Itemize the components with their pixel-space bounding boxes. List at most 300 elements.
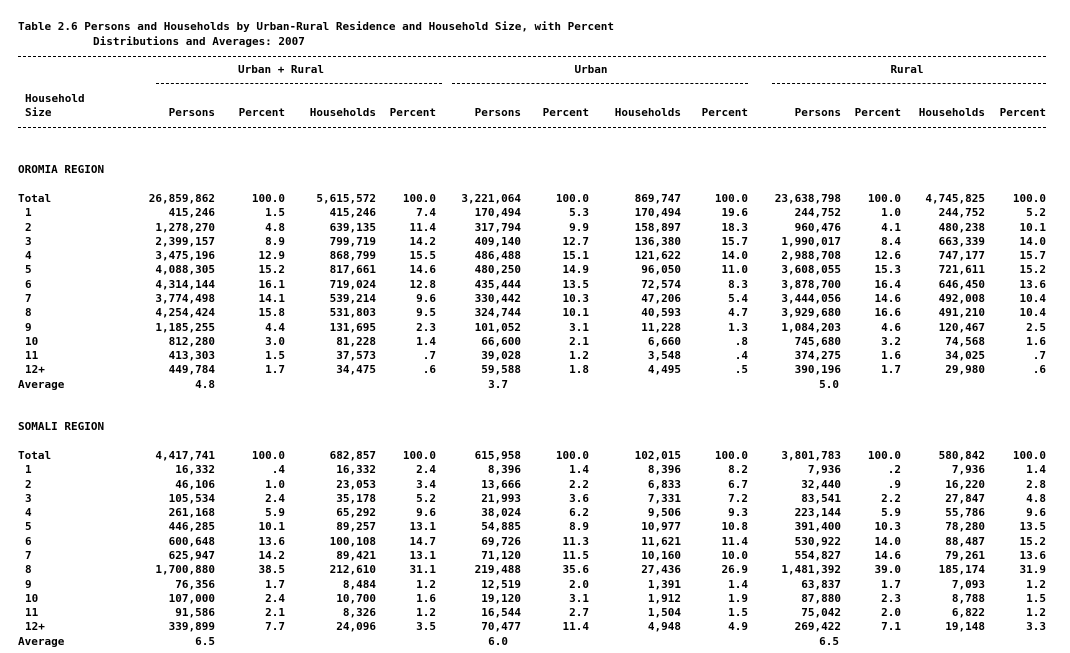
cell-u-persons: 219,488 [474,563,521,577]
cell-r-persons: 390,196 [794,363,841,377]
cell-r-persons: 530,922 [794,534,841,548]
cell-u-hh-percent: 8.3 [728,277,748,291]
cell-ur-households: 799,719 [329,234,376,248]
cell-ur-hh-percent: .6 [422,363,436,377]
cell-ur-hh-percent: 31.1 [409,563,436,577]
cell-r-percent: 1.7 [881,577,901,591]
cell-u-hh-percent: 1.5 [728,606,748,620]
cell-u-percent: 3.6 [569,491,589,505]
cell-r-percent: 14.6 [874,291,901,305]
row-label: 6 [25,534,32,548]
cell-r-hh-percent: 4.8 [1026,491,1046,505]
cell-u-percent: 3.1 [569,320,589,334]
cell-r-persons: 391,400 [794,520,841,534]
cell-u-percent: 1.4 [569,463,589,477]
cell-ur-persons: 76,356 [175,577,215,591]
cell-r-households: 747,177 [938,249,985,263]
cell-ur-households: 16,332 [336,463,376,477]
cell-r-persons: 2,988,708 [781,249,841,263]
cell-ur-hh-percent: 11.4 [409,220,436,234]
cell-u-persons: 409,140 [474,234,521,248]
group-rule-urban [452,83,748,84]
cell-r-hh-percent: .7 [1032,349,1046,363]
cell-ur-persons: 1,185,255 [155,320,215,334]
group-header-urban-rural: Urban + Rural [237,63,325,76]
row-label: 3 [25,491,32,505]
cell-r-hh-percent: 3.3 [1026,620,1046,634]
row-label: Total [18,449,52,462]
row-label: 2 [25,477,32,491]
cell-r-percent: 16.6 [874,306,901,320]
cell-ur-percent: 2.1 [265,606,285,620]
column-header-r-households: Households [918,106,985,119]
cell-r-persons: 87,880 [801,591,841,605]
cell-r-hh-percent: 5.2 [1026,206,1046,220]
cell-ur-percent: 1.5 [265,349,285,363]
row-label: 12+ [25,620,45,634]
row-label: 5 [25,263,32,277]
cell-ur-households: 10,700 [336,591,376,605]
cell-ur-hh-percent: 1.2 [416,606,436,620]
cell-u-persons: 21,993 [481,491,521,505]
header-rule [18,127,1046,128]
cell-r-households: 4,745,825 [925,192,985,205]
cell-r-households: 79,261 [945,548,985,562]
cell-ur-hh-percent: 5.2 [416,491,436,505]
column-header-ur-households: Households [309,106,376,119]
cell-r-persons: 244,752 [794,206,841,220]
row-header-line2: Size [25,106,52,119]
cell-u-hh-percent: .8 [734,334,748,348]
cell-u-persons: 615,958 [474,449,521,462]
cell-r-percent: 2.0 [881,606,901,620]
cell-r-hh-percent: 2.5 [1026,320,1046,334]
cell-u-percent: 2.2 [569,477,589,491]
cell-r-percent: 5.9 [881,506,901,520]
cell-r-percent: 14.6 [874,548,901,562]
cell-r-persons: 554,827 [794,548,841,562]
cell-ur-percent: 5.9 [265,506,285,520]
cell-u-households: 121,622 [634,249,681,263]
top-rule [18,56,1046,57]
cell-u-households: 170,494 [634,206,681,220]
cell-r-households: 646,450 [938,277,985,291]
column-header-u-persons: Persons [474,106,521,119]
cell-ur-persons: 413,303 [168,349,215,363]
cell-r-persons: 1,481,392 [781,563,841,577]
cell-r-households: 7,936 [951,463,985,477]
cell-r-households: 74,568 [945,334,985,348]
row-label: 9 [25,320,32,334]
cell-r-percent: 1.6 [881,349,901,363]
cell-u-percent: 12.7 [562,234,589,248]
cell-r-persons: 269,422 [794,620,841,634]
cell-u-hh-percent: 4.7 [728,306,748,320]
cell-r-persons: 23,638,798 [774,192,841,205]
row-label: 2 [25,220,32,234]
cell-ur-households: 817,661 [329,263,376,277]
column-header-r-hh-percent: Percent [999,106,1046,119]
cell-r-percent: 39.0 [874,563,901,577]
cell-u-persons: 54,885 [481,520,521,534]
cell-r-persons: 1,084,203 [781,320,841,334]
cell-r-households: 244,752 [938,206,985,220]
cell-ur-households: 37,573 [336,349,376,363]
cell-ur-persons: 261,168 [168,506,215,520]
row-label: 4 [25,506,32,520]
cell-ur-percent: 12.9 [258,249,285,263]
cell-u-persons: 324,744 [474,306,521,320]
cell-r-percent: 1.7 [881,363,901,377]
cell-ur-hh-percent: 100.0 [402,449,436,462]
cell-u-persons: 3,221,064 [461,192,521,205]
cell-u-hh-percent: 5.4 [728,291,748,305]
cell-u-households: 10,977 [641,520,681,534]
region-heading: OROMIA REGION [18,163,105,176]
cell-ur-persons: 107,000 [168,591,215,605]
cell-r-percent: 16.4 [874,277,901,291]
cell-ur-hh-percent: 100.0 [402,192,436,205]
column-header-ur-persons: Persons [168,106,215,119]
group-header-urban: Urban [574,63,608,76]
cell-u-percent: 11.5 [562,548,589,562]
cell-u-percent: 15.1 [562,249,589,263]
cell-u-persons: 38,024 [481,506,521,520]
cell-ur-hh-percent: 1.6 [416,591,436,605]
cell-ur-percent: 16.1 [258,277,285,291]
cell-u-persons: 69,726 [481,534,521,548]
cell-ur-households: 539,214 [329,291,376,305]
cell-ur-persons: 46,106 [175,477,215,491]
cell-r-hh-percent: 1.2 [1026,577,1046,591]
cell-u-persons: 330,442 [474,291,521,305]
cell-u-hh-percent: 100.0 [714,449,748,462]
cell-ur-percent: 1.7 [265,363,285,377]
table-title-line1: Table 2.6 Persons and Households by Urban-Rural Residence and Household Size, with Percent [18,20,615,33]
cell-ur-percent: 8.9 [265,234,285,248]
group-rule-rural [772,83,1046,84]
cell-ur-hh-percent: 1.4 [416,334,436,348]
cell-ur-persons: 4,088,305 [155,263,215,277]
cell-r-hh-percent: 1.2 [1026,606,1046,620]
cell-ur-percent: 1.5 [265,206,285,220]
cell-ur-households: 89,257 [336,520,376,534]
column-header-u-hh-percent: Percent [701,106,748,119]
cell-u-households: 1,391 [647,577,681,591]
cell-u-persons: 480,250 [474,263,521,277]
cell-ur-persons: 4,314,144 [155,277,215,291]
cell-ur-percent: 2.4 [265,591,285,605]
cell-r-percent: 12.6 [874,249,901,263]
cell-r-hh-percent: 13.6 [1019,548,1046,562]
cell-ur-percent: 14.1 [258,291,285,305]
cell-ur-hh-percent: 2.4 [416,463,436,477]
cell-u-households: 7,331 [647,491,681,505]
cell-ur-persons: 600,648 [168,534,215,548]
average-urban-rural: 4.8 [195,377,215,391]
cell-r-persons: 75,042 [801,606,841,620]
cell-r-percent: 2.3 [881,591,901,605]
cell-r-percent: 15.3 [874,263,901,277]
cell-u-hh-percent: .5 [734,363,748,377]
cell-r-hh-percent: 13.5 [1019,520,1046,534]
cell-ur-households: 131,695 [329,320,376,334]
cell-r-hh-percent: 31.9 [1019,563,1046,577]
cell-u-households: 11,228 [641,320,681,334]
region-heading: SOMALI REGION [18,420,105,433]
cell-ur-percent: 38.5 [258,563,285,577]
cell-u-households: 3,548 [647,349,681,363]
cell-r-hh-percent: 1.6 [1026,334,1046,348]
cell-r-percent: 3.2 [881,334,901,348]
average-rural: 6.5 [819,634,839,648]
cell-r-persons: 374,275 [794,349,841,363]
cell-u-persons: 101,052 [474,320,521,334]
cell-u-percent: 100.0 [555,449,589,462]
cell-u-households: 40,593 [641,306,681,320]
row-label: 7 [25,548,32,562]
cell-u-percent: 10.1 [562,306,589,320]
cell-u-hh-percent: 10.0 [721,548,748,562]
average-label: Average [18,377,65,391]
cell-ur-persons: 105,534 [168,491,215,505]
cell-ur-households: 212,610 [329,563,376,577]
cell-ur-persons: 446,285 [168,520,215,534]
cell-r-households: 580,842 [938,449,985,462]
row-label: 8 [25,306,32,320]
cell-u-persons: 19,120 [481,591,521,605]
cell-r-households: 16,220 [945,477,985,491]
cell-ur-persons: 3,774,498 [155,291,215,305]
cell-r-percent: 100.0 [867,449,901,462]
cell-ur-hh-percent: 13.1 [409,520,436,534]
cell-ur-percent: 15.8 [258,306,285,320]
cell-ur-hh-percent: 9.6 [416,506,436,520]
average-rural: 5.0 [819,377,839,391]
cell-r-persons: 745,680 [794,334,841,348]
cell-ur-households: 24,096 [336,620,376,634]
cell-ur-hh-percent: 9.5 [416,306,436,320]
cell-r-households: 55,786 [945,506,985,520]
cell-r-persons: 3,608,055 [781,263,841,277]
cell-u-households: 6,660 [647,334,681,348]
cell-u-households: 6,833 [647,477,681,491]
cell-ur-households: 89,421 [336,548,376,562]
cell-r-hh-percent: 15.2 [1019,263,1046,277]
cell-ur-hh-percent: 14.6 [409,263,436,277]
cell-r-households: 663,339 [938,234,985,248]
cell-u-households: 11,621 [641,534,681,548]
cell-r-households: 492,008 [938,291,985,305]
cell-ur-households: 639,135 [329,220,376,234]
cell-r-persons: 83,541 [801,491,841,505]
column-header-u-households: Households [614,106,681,119]
cell-ur-percent: 1.7 [265,577,285,591]
cell-u-hh-percent: 15.7 [721,234,748,248]
average-urban-rural: 6.5 [195,634,215,648]
cell-r-households: 7,093 [951,577,985,591]
row-label: 11 [25,606,39,620]
cell-u-hh-percent: .4 [734,349,748,363]
cell-u-hh-percent: 14.0 [721,249,748,263]
cell-u-hh-percent: 26.9 [721,563,748,577]
column-header-r-persons: Persons [794,106,841,119]
row-label: 1 [25,206,32,220]
cell-u-percent: 8.9 [569,520,589,534]
cell-u-hh-percent: 1.9 [728,591,748,605]
cell-r-hh-percent: 10.1 [1019,220,1046,234]
cell-u-percent: 3.1 [569,591,589,605]
cell-u-hh-percent: 18.3 [721,220,748,234]
cell-u-households: 96,050 [641,263,681,277]
cell-r-percent: 1.0 [881,206,901,220]
row-label: 10 [25,591,39,605]
cell-ur-persons: 449,784 [168,363,215,377]
cell-u-persons: 12,519 [481,577,521,591]
cell-ur-persons: 3,475,196 [155,249,215,263]
cell-u-persons: 13,666 [481,477,521,491]
cell-ur-percent: 3.0 [265,334,285,348]
cell-ur-percent: 100.0 [251,449,285,462]
cell-u-percent: 13.5 [562,277,589,291]
cell-ur-households: 23,053 [336,477,376,491]
cell-u-percent: 1.2 [569,349,589,363]
cell-u-hh-percent: 8.2 [728,463,748,477]
row-label: 7 [25,291,32,305]
average-urban: 6.0 [488,634,508,648]
cell-u-households: 1,912 [647,591,681,605]
cell-ur-hh-percent: 15.5 [409,249,436,263]
cell-u-households: 102,015 [634,449,681,462]
cell-r-households: 88,487 [945,534,985,548]
cell-r-hh-percent: 1.4 [1026,463,1046,477]
cell-r-hh-percent: 9.6 [1026,506,1046,520]
cell-u-persons: 16,544 [481,606,521,620]
column-header-r-percent: Percent [854,106,901,119]
cell-u-persons: 70,477 [481,620,521,634]
cell-u-percent: 9.9 [569,220,589,234]
row-header-line1: Household [25,92,85,105]
cell-r-persons: 3,929,680 [781,306,841,320]
cell-u-percent: 6.2 [569,506,589,520]
cell-r-percent: 10.3 [874,520,901,534]
cell-ur-hh-percent: 9.6 [416,291,436,305]
table-title-line2: Distributions and Averages: 2007 [93,35,305,48]
cell-r-percent: 7.1 [881,620,901,634]
cell-r-households: 120,467 [938,320,985,334]
cell-ur-hh-percent: 1.2 [416,577,436,591]
cell-r-hh-percent: 10.4 [1019,306,1046,320]
cell-u-percent: 10.3 [562,291,589,305]
cell-u-hh-percent: 11.4 [721,534,748,548]
row-label: 6 [25,277,32,291]
cell-ur-hh-percent: 12.8 [409,277,436,291]
cell-u-percent: 5.3 [569,206,589,220]
cell-u-hh-percent: 6.7 [728,477,748,491]
cell-u-percent: 14.9 [562,263,589,277]
cell-u-percent: 2.0 [569,577,589,591]
cell-ur-persons: 1,700,880 [155,563,215,577]
cell-ur-households: 100,108 [329,534,376,548]
cell-ur-households: 35,178 [336,491,376,505]
cell-ur-persons: 339,899 [168,620,215,634]
cell-ur-percent: 4.4 [265,320,285,334]
row-label: 5 [25,520,32,534]
cell-u-percent: 35.6 [562,563,589,577]
cell-u-households: 9,506 [647,506,681,520]
cell-u-households: 10,160 [641,548,681,562]
cell-u-households: 4,948 [647,620,681,634]
cell-r-hh-percent: 10.4 [1019,291,1046,305]
cell-r-hh-percent: 15.2 [1019,534,1046,548]
cell-r-households: 185,174 [938,563,985,577]
cell-r-hh-percent: 100.0 [1012,449,1046,462]
cell-ur-percent: 1.0 [265,477,285,491]
row-label: 9 [25,577,32,591]
cell-u-persons: 8,396 [487,463,521,477]
cell-r-households: 6,822 [951,606,985,620]
cell-u-persons: 66,600 [481,334,521,348]
cell-ur-persons: 16,332 [175,463,215,477]
cell-u-persons: 170,494 [474,206,521,220]
cell-u-percent: 2.7 [569,606,589,620]
group-rule-urban-rural [156,83,442,84]
cell-ur-households: 5,615,572 [316,192,376,205]
column-header-ur-percent: Percent [238,106,285,119]
cell-r-persons: 1,990,017 [781,234,841,248]
cell-u-hh-percent: 7.2 [728,491,748,505]
cell-ur-persons: 415,246 [168,206,215,220]
cell-u-persons: 71,120 [481,548,521,562]
row-label: 1 [25,463,32,477]
cell-ur-persons: 26,859,862 [148,192,215,205]
cell-r-hh-percent: .6 [1032,363,1046,377]
cell-r-households: 8,788 [951,591,985,605]
cell-u-households: 27,436 [641,563,681,577]
cell-ur-percent: .4 [271,463,285,477]
average-label: Average [18,634,65,648]
cell-u-households: 47,206 [641,291,681,305]
row-label: 10 [25,334,39,348]
cell-r-persons: 3,444,056 [781,291,841,305]
cell-u-households: 4,495 [647,363,681,377]
cell-u-households: 869,747 [634,192,681,205]
cell-r-households: 78,280 [945,520,985,534]
average-urban: 3.7 [488,377,508,391]
cell-ur-percent: 10.1 [258,520,285,534]
cell-u-hh-percent: 10.8 [721,520,748,534]
cell-r-persons: 960,476 [794,220,841,234]
cell-u-hh-percent: 9.3 [728,506,748,520]
cell-ur-percent: 2.4 [265,491,285,505]
cell-r-persons: 3,801,783 [781,449,841,462]
cell-r-hh-percent: 15.7 [1019,249,1046,263]
cell-ur-households: 682,857 [329,449,376,462]
cell-ur-households: 81,228 [336,334,376,348]
cell-u-hh-percent: 11.0 [721,263,748,277]
cell-u-percent: 11.4 [562,620,589,634]
cell-u-persons: 435,444 [474,277,521,291]
cell-r-percent: 2.2 [881,491,901,505]
cell-u-hh-percent: 4.9 [728,620,748,634]
cell-ur-households: 34,475 [336,363,376,377]
row-label: 12+ [25,363,45,377]
cell-ur-hh-percent: 3.4 [416,477,436,491]
column-header-u-percent: Percent [542,106,589,119]
row-label: 11 [25,349,39,363]
cell-ur-percent: 4.8 [265,220,285,234]
cell-ur-hh-percent: 13.1 [409,548,436,562]
